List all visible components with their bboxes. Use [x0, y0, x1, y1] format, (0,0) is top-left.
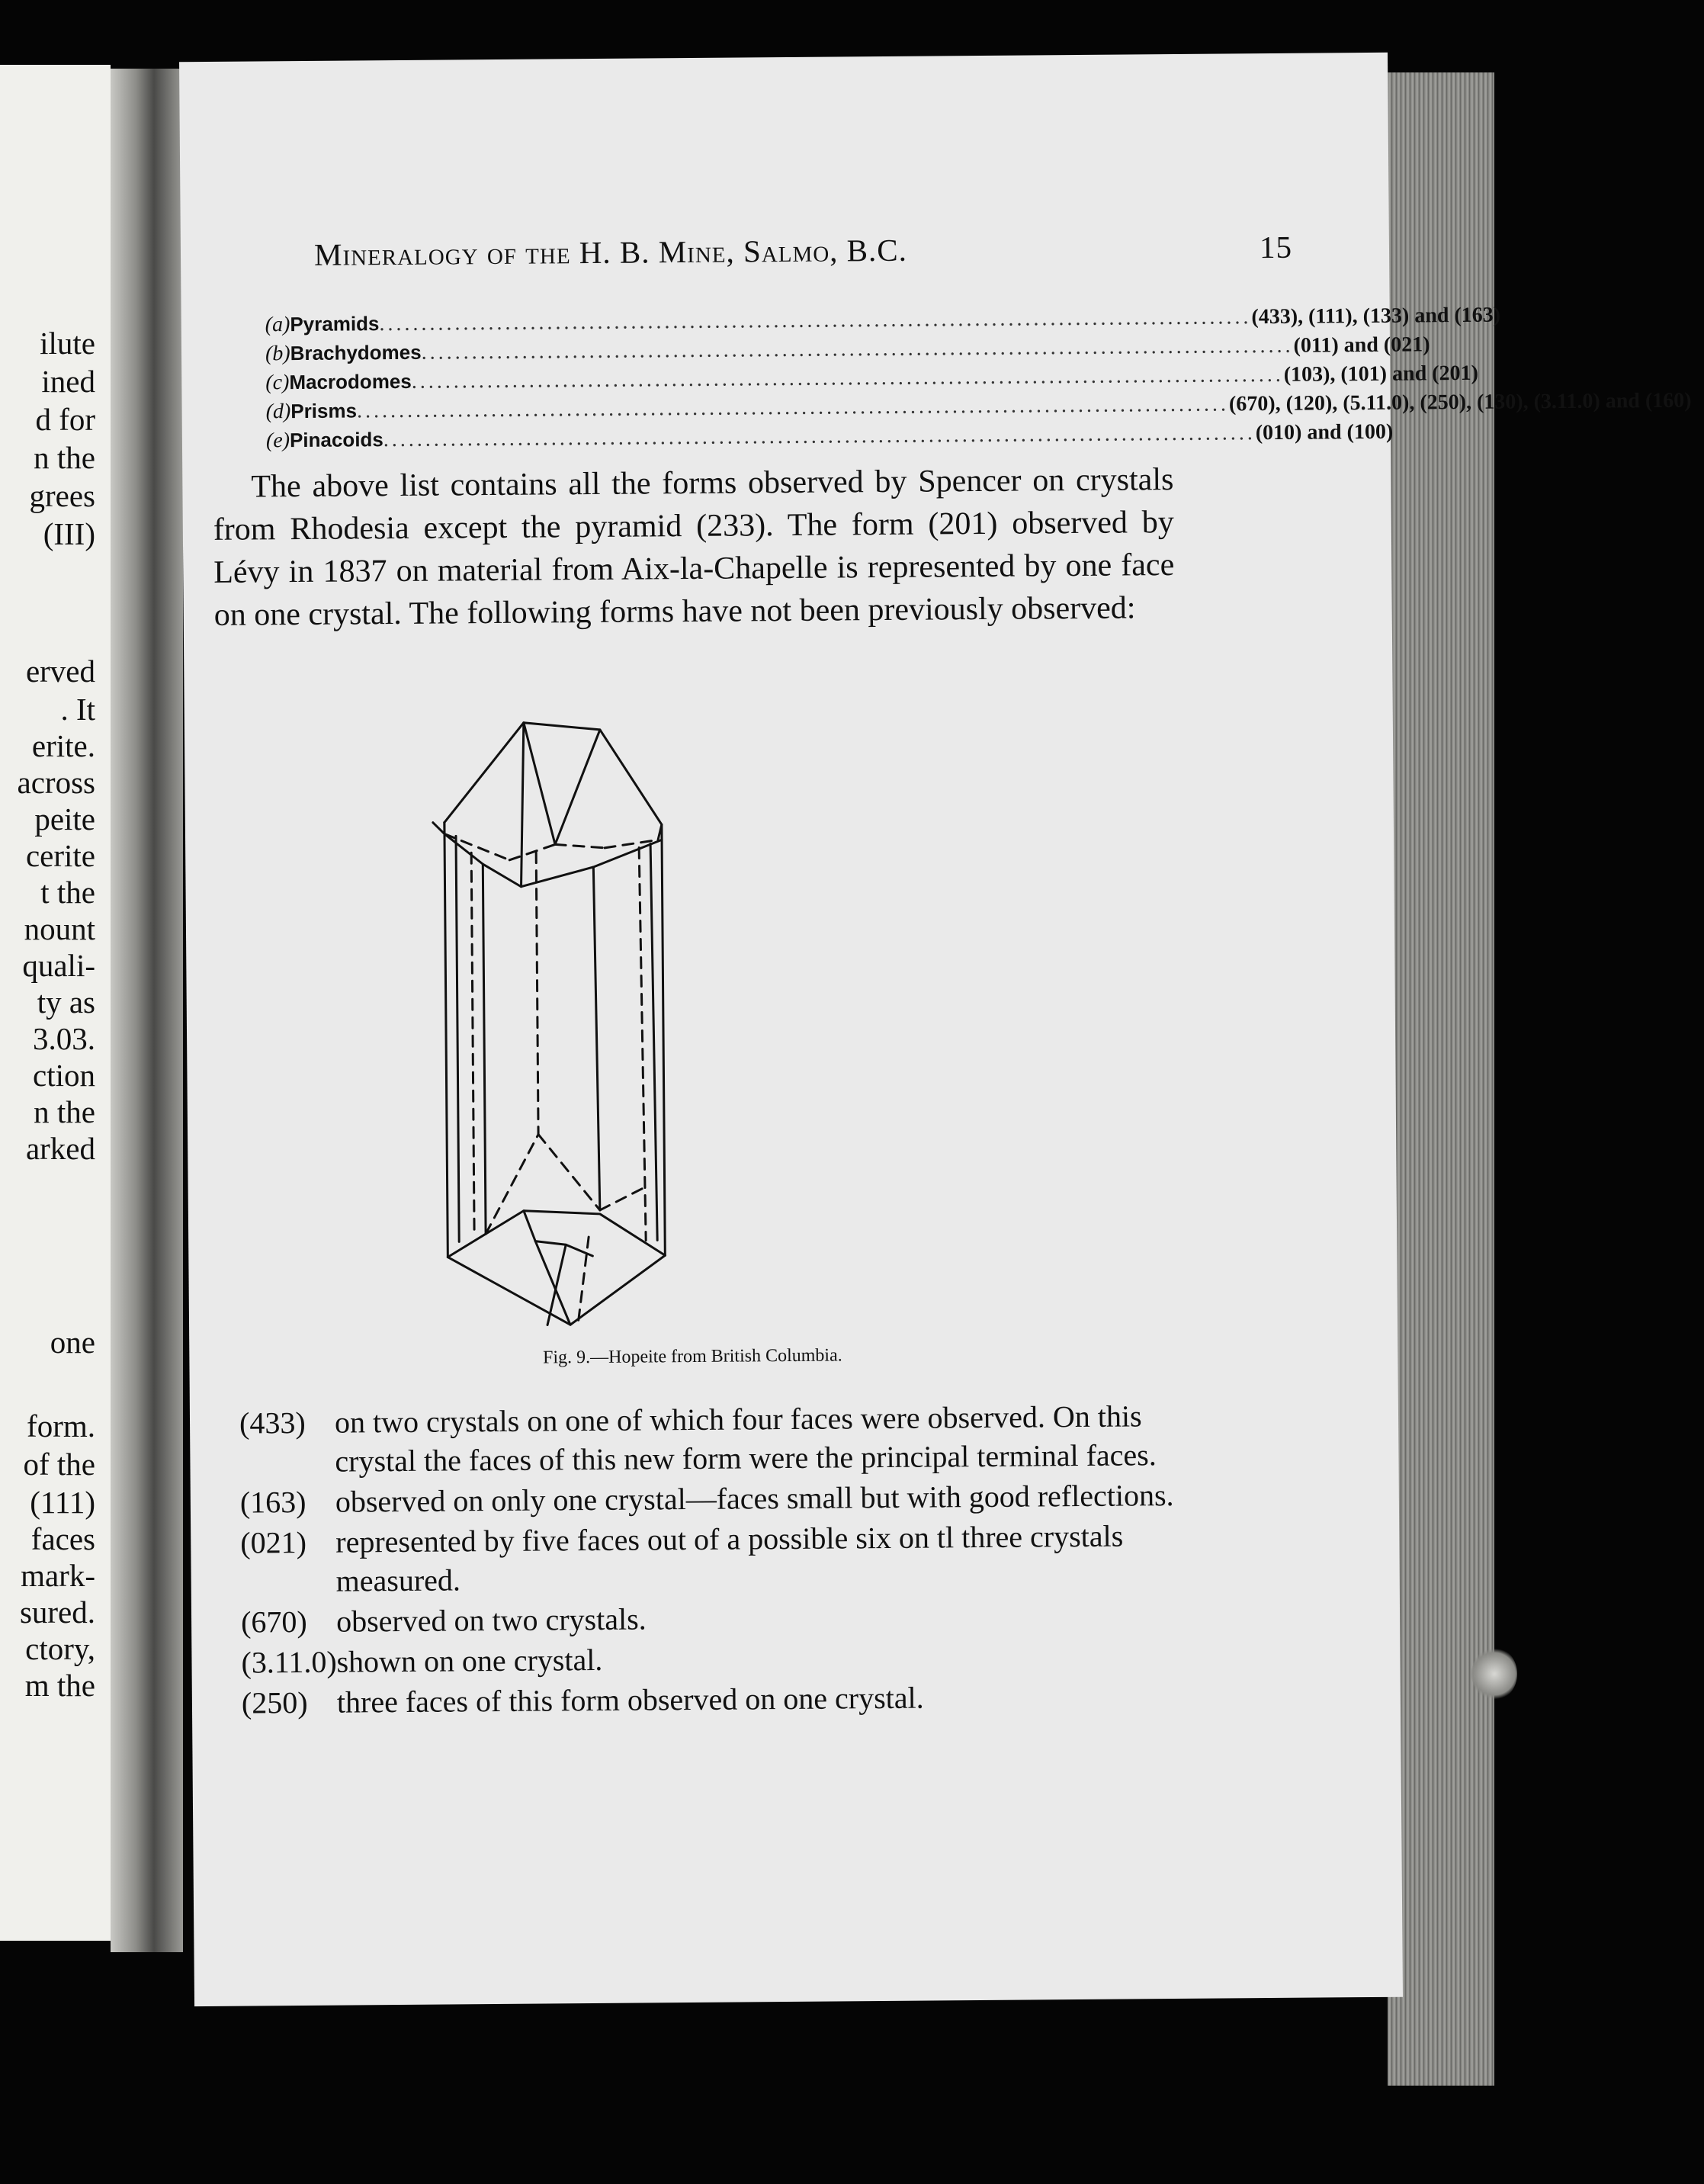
left-line: mark- [21, 1558, 95, 1593]
crystal-edge [524, 1211, 535, 1241]
note-item [241, 1636, 1202, 1682]
left-line: sured. [19, 1595, 95, 1630]
hidden-edge [536, 853, 538, 1135]
form-label: (d) [265, 400, 291, 424]
hidden-edge [555, 844, 605, 849]
leader-dots: ........................................................................................................ [379, 305, 1252, 336]
form-index: (3.11.0) [241, 1644, 337, 1680]
note-text: observed on only one crystal—faces small but with good reflections. [335, 1478, 1174, 1519]
hidden-edge [444, 833, 509, 861]
left-line: . It [60, 692, 95, 727]
form-label: (c) [265, 371, 290, 395]
scan-artifact [1471, 1647, 1517, 1701]
running-title: Mineralogy of the H. B. Mine, Salmo, B.C. [313, 232, 908, 272]
crystal-edge [448, 1209, 665, 1257]
form-name: Pyramids [290, 312, 380, 336]
hidden-edge [509, 844, 555, 859]
running-header [314, 229, 1305, 273]
crystal-edge [662, 824, 665, 1255]
left-line: m the [24, 1668, 95, 1703]
hidden-edge [600, 1187, 646, 1209]
left-line: t the [40, 875, 95, 910]
form-values: (670), (120), (5.11.0), (250), (130), (3.11.0) and (160) [1228, 388, 1692, 416]
crystal-edge [650, 843, 657, 1240]
left-line: across [17, 765, 95, 800]
crystal-edge [554, 730, 601, 844]
form-label: (e) [265, 429, 290, 453]
left-line: ctory, [25, 1631, 95, 1666]
note-item [241, 1595, 1202, 1642]
forms-list-item [265, 419, 1394, 458]
left-line: ilute [40, 326, 95, 361]
form-name: Prisms [290, 399, 358, 423]
left-line: arked [25, 1131, 95, 1166]
note-text: three faces of this form observed on one crystal. [336, 1680, 924, 1720]
figure-caption: Fig. 9.—Hopeite from British Columbia. [542, 1345, 842, 1368]
crystal-edge [483, 864, 486, 1234]
form-index: (670) [240, 1604, 307, 1640]
leader-dots: ........................................................................................................ [421, 333, 1294, 365]
note-item [240, 1516, 1202, 1601]
crystal-edge [456, 836, 459, 1241]
form-index: (021) [240, 1524, 307, 1560]
left-line: erved [25, 654, 95, 689]
hidden-edges [444, 832, 662, 1325]
book-gutter [111, 69, 183, 1952]
body-paragraph [213, 458, 1175, 637]
left-line: n the [34, 1094, 95, 1129]
note-item [240, 1476, 1201, 1522]
form-values: (103), (101) and (201) [1283, 361, 1478, 387]
book-page [179, 53, 1692, 2006]
left-line: grees [29, 478, 95, 513]
crystal-edge [444, 721, 662, 841]
form-name: Pinacoids [289, 428, 383, 452]
left-line: faces [30, 1521, 95, 1556]
hidden-edge [538, 1134, 600, 1211]
page-number: 15 [1259, 229, 1293, 265]
crystal-edge [547, 1245, 566, 1325]
crystal-edge [433, 823, 444, 834]
form-label: (a) [265, 313, 290, 337]
crystal-edge [524, 722, 555, 844]
crystal-edge [444, 823, 448, 1257]
hidden-edge [471, 853, 474, 1234]
form-values: (010) and (100) [1255, 419, 1394, 445]
form-name: Macrodomes [289, 369, 412, 394]
crystal-edge [520, 723, 525, 887]
form-name: Brachydomes [290, 340, 422, 365]
form-values: (433), (111), (133) and (163) [1251, 303, 1501, 329]
left-line: cerite [25, 838, 95, 873]
left-line: (111) [30, 1485, 95, 1520]
left-line: form. [27, 1408, 95, 1444]
left-line: ction [33, 1058, 95, 1093]
left-line: quali- [22, 948, 95, 983]
crystal-edge [535, 1241, 570, 1325]
note-text: represented by five faces out of a possible six on tl three crystals measured. [335, 1518, 1124, 1598]
form-values: (011) and (021) [1293, 332, 1430, 358]
left-line: one [50, 1325, 95, 1360]
new-forms-notes [239, 1396, 1202, 1724]
crystal-figure [428, 705, 906, 1341]
paragraph-text: The above list contains all the forms observed by Spencer on crystals from Rhodesia except the pyramid (233). The form (201) observed by Lévy in 1837 on material from Aix-la-Chapelle is represented by one face on one crystal. The following forms have not been previously observed: [213, 461, 1175, 633]
left-line: erite. [31, 728, 95, 763]
leader-dots: ........................................................................................................ [383, 421, 1256, 452]
form-label: (b) [265, 342, 290, 366]
left-line: 3.03. [33, 1021, 95, 1056]
left-line: peite [34, 801, 95, 837]
left-line: ty as [37, 984, 95, 1020]
leader-dots: ........................................................................................................ [411, 362, 1284, 393]
hidden-edge [639, 847, 646, 1240]
note-text: on two crystals on one of which four faces were observed. On this crystal the faces of this new form were the principal terminal faces. [334, 1399, 1157, 1479]
left-line: ined [41, 364, 95, 399]
left-line: (III) [43, 516, 95, 551]
leader-dots: ........................................................................................................ [356, 392, 1230, 423]
crystal-edge [593, 867, 600, 1210]
note-text: shown on one crystal. [336, 1642, 603, 1679]
previous-page-fragment [0, 65, 111, 1941]
form-index: (163) [239, 1484, 306, 1520]
note-item [242, 1676, 1202, 1723]
form-index: (250) [241, 1685, 308, 1720]
left-line: of the [23, 1447, 95, 1482]
left-line: d for [35, 402, 95, 437]
note-text: observed on two crystals. [335, 1601, 647, 1639]
form-index: (433) [239, 1405, 306, 1440]
note-item [239, 1396, 1201, 1482]
left-line: n the [34, 440, 95, 475]
left-line: nount [24, 911, 95, 946]
forms-list [265, 303, 1692, 458]
